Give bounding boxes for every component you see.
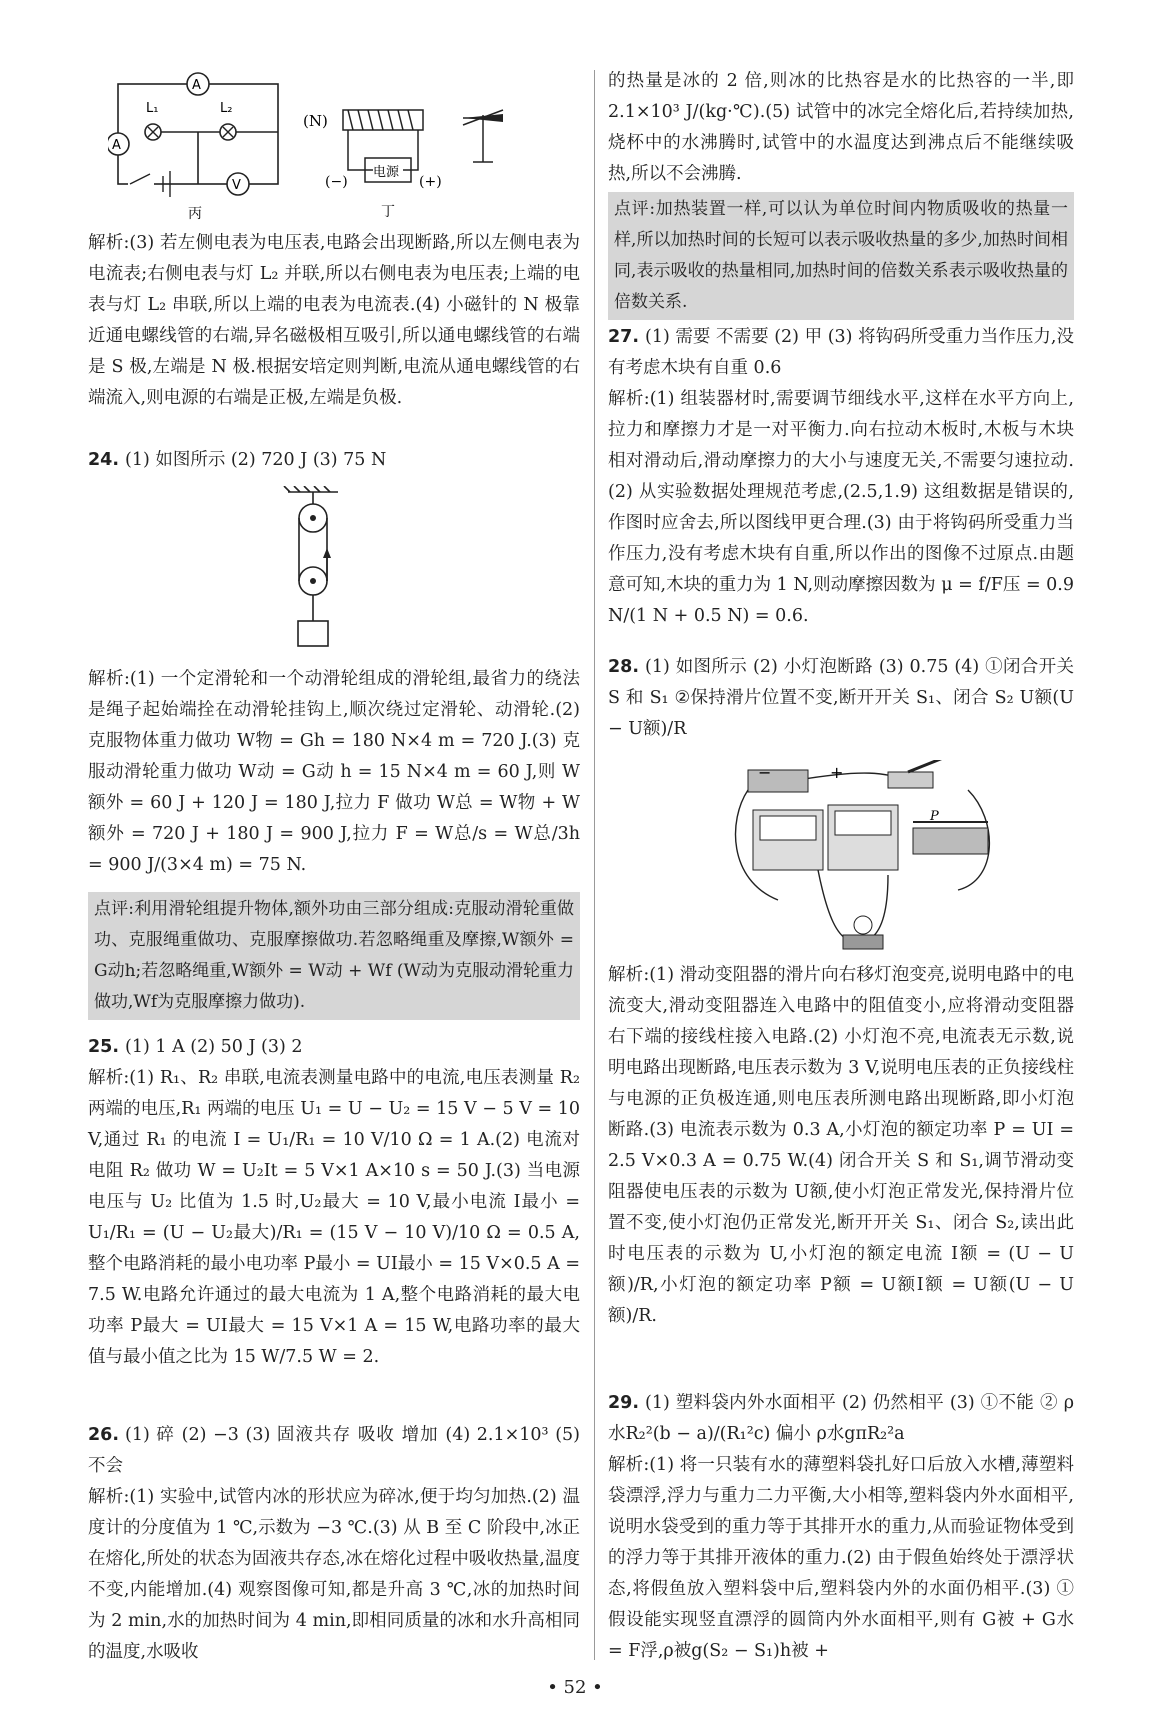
svg-text:+: + (830, 763, 844, 782)
voltmeter-label: V (232, 178, 241, 193)
question-number: 27. (608, 327, 640, 347)
solenoid-diagram-ding (303, 100, 543, 222)
analysis-23: 解析:(3) 若左侧电表为电压表,电路会出现断路,所以左侧电表为电流表;右侧电表与灯 L₂ 并联,所以右侧电表为电压表;上端的电表与灯 L₂ 串联,所以上端的电表为电流表.(4) 小磁针的 N 极靠近通电螺线管的右端,异名磁极相互吸引,所以通电螺线管的右端是 S 极,左端是 N 极.根据安培定则判断,电流从通电螺线管的右端流入,则电源的右端是正极,左端是负极. (88, 233, 580, 408)
answer-24-text: (1) 如图所示 (2) 720 J (3) 75 N (125, 450, 387, 470)
lamp-l2-label: L₂ (220, 101, 233, 116)
question-number: 28. (608, 657, 640, 677)
answer-26 (88, 1420, 580, 1482)
ammeter-top-label: A (192, 78, 201, 93)
question-number: 26. (88, 1425, 120, 1445)
slider-p-label: P (930, 809, 939, 824)
pulley-diagram (278, 486, 348, 656)
comment-26: 点评:加热装置一样,可以认为单位时间内物质吸收的热量一样,所以加热时间的长短可以表示吸收热量的多少,加热时间相同,表示吸收的热量相同,加热时间的倍数关系表示吸收热量的倍数关系. (608, 192, 1074, 320)
analysis-27: 解析:(1) 组装器材时,需要调节细线水平,这样在水平方向上,拉力和摩擦力才是一对平衡力.向右拉动木板时,木板与木块相对滑动后,滑动摩擦力的大小与速度无关,不需要匀速拉动.(2) 从实验数据处理规范考虑,(2.5,1.9) 这组数据是错误的,作图时应舍去,所以图线甲更合理.(3) 由于将钩码所受重力当作压力,没有考虑木块有自重,所以作出的图像不过原点.由题意可知,木块的重力为 1 N,则动摩擦因数为 μ = f/F压 = 0.9 N/(1 N + 0.5 N) = 0.6. (608, 389, 1074, 626)
analysis-29: 解析:(1) 将一只装有水的薄塑料袋扎好口后放入水槽,薄塑料袋漂浮,浮力与重力二力平衡,大小相等,塑料袋内外水面相平,说明水袋受到的重力等于其排开水的重力,从而验证物体受到的浮力等于其排开液体的重力.(2) 由于假鱼始终处于漂浮状态,将假鱼放入塑料袋中后,塑料袋内外的水面仍相平.(3) ①假设能实现竖直漂浮的圆筒内外水面相平,则有 G被 + G水 = F浮,ρ被g(S₂ − S₁)h被 + (608, 1455, 1074, 1661)
ammeter-left-label: A (112, 138, 121, 153)
page-number: • 52 • (547, 1677, 603, 1698)
answer-26-text: (1) 碎 (2) −3 (3) 固液共存 吸收 增加 (4) 2.1×10³ (5) 不会 (88, 1425, 580, 1476)
figure-bing-caption: 丙 (188, 206, 202, 222)
answer-25-text: (1) 1 A (2) 50 J (3) 2 (125, 1037, 303, 1057)
ding-n-label: (N) (303, 112, 328, 130)
circuit-diagram-bing (108, 72, 298, 222)
question-number: 29. (608, 1393, 640, 1413)
analysis-26-continued: 的热量是冰的 2 倍,则冰的比热容是水的比热容的一半,即 2.1×10³ J/(kg·℃).(5) 试管中的冰完全熔化后,若持续加热,烧杯中的水沸腾时,试管中的水温度达到沸点后不能继续吸热,所以不会沸腾. (608, 71, 1074, 184)
ding-plus-label: (+) (419, 174, 442, 190)
svg-text:−: − (758, 763, 772, 782)
answer-27-text: (1) 需要 不需要 (2) 甲 (3) 将钩码所受重力当作压力,没有考虑木块有自重 0.6 (608, 327, 1074, 378)
analysis-24: 解析:(1) 一个定滑轮和一个动滑轮组成的滑轮组,最省力的绕法是绳子起始端拴在动滑轮挂钩上,顺次绕过定滑轮、动滑轮.(2) 克服物体重力做功 W物 = Gh = 180 N×4 m = 720 J.(3) 克服动滑轮重力做功 W动 = G动 h = 15 N×4 m = 60 J,则 W额外 = 60 J + 120 J = 180 J,拉力 F 做功 W总 = W物 + W额外 = 720 J + 180 J = 900 J,拉力 F = W总/s = W总/3h = 900 J/(3×4 m) = 75 N. (88, 669, 580, 875)
comment-24: 点评:利用滑轮组提升物体,额外功由三部分组成:克服动滑轮重做功、克服绳重做功、克服摩擦做功.若忽略绳重及摩擦,W额外 = G动h;若忽略绳重,W额外 = W动 + Wf (W动为克服动滑轮重力做功,Wf为克服摩擦力做功). (88, 892, 580, 1020)
question-number: 24. (88, 450, 120, 470)
answer-28 (608, 652, 1074, 745)
question-number: 25. (88, 1037, 120, 1057)
answer-25 (88, 1032, 580, 1063)
answer-29-text: (1) 塑料袋内外水面相平 (2) 仍然相平 (3) ①不能 ② ρ水R₂²(b − a)/(R₁²c) 偏小 ρ水gπR₂²a (608, 1393, 1074, 1444)
analysis-28: 解析:(1) 滑动变阻器的滑片向右移灯泡变亮,说明电路中的电流变大,滑动变阻器连入电路中的阻值变小,应将滑动变阻器右下端的接线柱接入电路.(2) 小灯泡不亮,电流表无示数,说明电路出现断路,电压表示数为 3 V,说明电压表的正负接线柱与电源的正负极连通,则电压表所测电路出现断路,即小灯泡断路.(3) 电流表示数为 0.3 A,小灯泡的额定功率 P = UI = 2.5 V×0.3 A = 0.75 W.(4) 闭合开关 S 和 S₁,调节滑动变阻器使电压表的示数为 U额,使小灯泡正常发光,保持滑片位置不变,使小灯泡仍正常发光,断开开关 S₁、闭合 S₂,读出此时电压表的示数为 U,小灯泡的额定电流 I额 = (U − U额)/R,小灯泡的额定功率 P额 = U额I额 = U额(U − U额)/R. (608, 965, 1074, 1326)
analysis-25: 解析:(1) R₁、R₂ 串联,电流表测量电路中的电流,电压表测量 R₂ 两端的电压,R₁ 两端的电压 U₁ = U − U₂ = 15 V − 5 V = 10 V,通过 R₁ 的电流 I = U₁/R₁ = 10 V/10 Ω = 1 A.(2) 电流对电阻 R₂ 做功 W = U₂It = 5 V×1 A×10 s = 50 J.(3) 当电源电压与 U₂ 比值为 1.5 时,U₂最大 = 10 V,最小电流 I最小 = U₁/R₁ = (U − U₂最大)/R₁ = (15 V − 10 V)/10 Ω = 0.5 A,整个电路消耗的最小电功率 P最小 = UI最小 = 15 V×0.5 A = 7.5 W.电路允许通过的最大电流为 1 A,整个电路消耗的最大电功率 P最大 = UI最大 = 15 V×1 A = 15 W,电路功率的最大值与最小值之比为 15 W/7.5 W = 2. (88, 1068, 580, 1367)
column-divider (594, 70, 595, 1660)
circuit-apparatus-diagram (718, 760, 998, 960)
answer-24 (88, 445, 580, 476)
answer-29 (608, 1388, 1074, 1450)
figure-ding-caption: 丁 (381, 204, 395, 220)
ding-power-label: 电源 (373, 165, 400, 180)
lamp-l1-label: L₁ (146, 101, 159, 116)
answer-27 (608, 322, 1074, 384)
ding-minus-label: (−) (325, 174, 348, 190)
analysis-26: 解析:(1) 实验中,试管内冰的形状应为碎冰,便于均匀加热.(2) 温度计的分度值为 1 ℃,示数为 −3 ℃.(3) 从 B 至 C 阶段中,冰正在熔化,所处的状态为固液共存态,冰在熔化过程中吸收热量,温度不变,内能增加.(4) 观察图像可知,都是升高 3 ℃,冰的加热时间为 2 min,水的加热时间为 4 min,即相同质量的冰和水升高相同的温度,水吸收 (88, 1487, 580, 1662)
answer-28-text: (1) 如图所示 (2) 小灯泡断路 (3) 0.75 (4) ①闭合开关 S 和 S₁ ②保持滑片位置不变,断开开关 S₁、闭合 S₂ U额(U − U额)/R (608, 657, 1074, 739)
